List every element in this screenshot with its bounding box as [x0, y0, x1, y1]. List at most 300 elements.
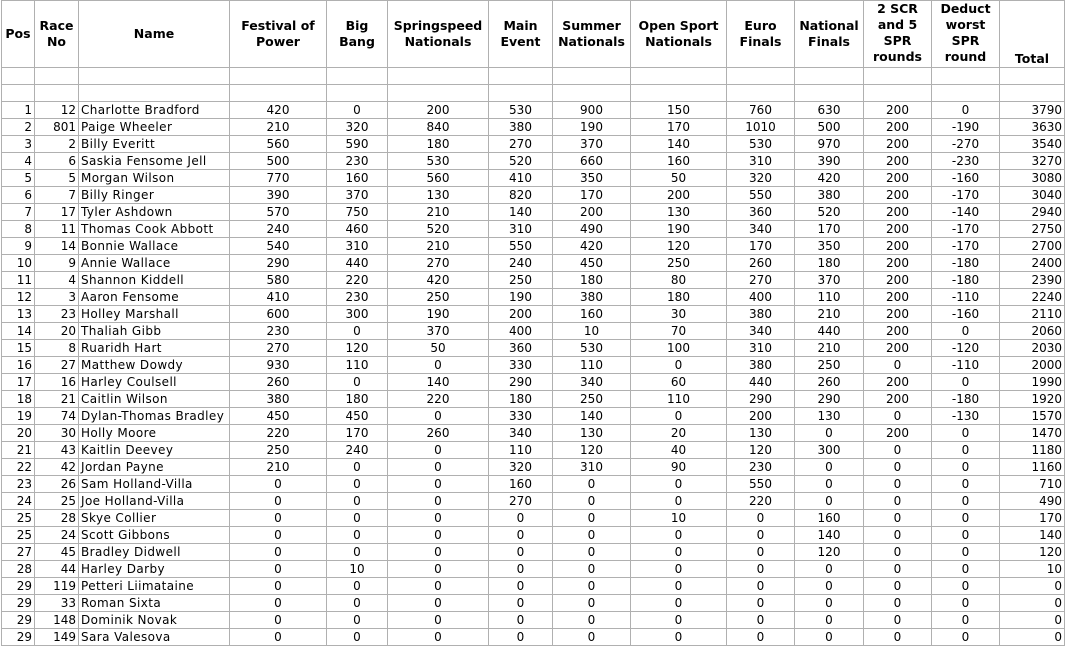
- cell-euro-finals: 120: [727, 442, 795, 459]
- cell-total: 2000: [1000, 357, 1065, 374]
- cell-name: Tyler Ashdown: [79, 204, 230, 221]
- cell-big-bang: 180: [327, 391, 388, 408]
- cell-name: Holley Marshall: [79, 306, 230, 323]
- cell-main-event: 240: [489, 255, 553, 272]
- cell-open-sport-nationals: 100: [631, 340, 727, 357]
- cell-summer-nationals: 250: [553, 391, 631, 408]
- cell-name: Matthew Dowdy: [79, 357, 230, 374]
- cell-scr-spr-rounds: 0: [864, 357, 932, 374]
- cell-total: 140: [1000, 527, 1065, 544]
- cell-main-event: 410: [489, 170, 553, 187]
- cell-national-finals: 180: [795, 255, 864, 272]
- cell-scr-spr-rounds: 0: [864, 561, 932, 578]
- cell-national-finals: 970: [795, 136, 864, 153]
- cell-summer-nationals: 380: [553, 289, 631, 306]
- cell-race-no: 45: [35, 544, 79, 561]
- header-scr-spr-rounds: 2 SCR and 5 SPR rounds: [864, 1, 932, 68]
- cell-euro-finals: 170: [727, 238, 795, 255]
- table-row: [2, 629, 1065, 646]
- cell-race-no: 25: [35, 493, 79, 510]
- cell-pos: 19: [2, 408, 35, 425]
- cell-festival-of-power: 0: [230, 612, 327, 629]
- cell-name: Sam Holland-Villa: [79, 476, 230, 493]
- cell-national-finals: 260: [795, 374, 864, 391]
- cell-national-finals: 130: [795, 408, 864, 425]
- cell-national-finals: 0: [795, 612, 864, 629]
- header-summer-nationals: Summer Nationals: [553, 1, 631, 68]
- cell-scr-spr-rounds: 0: [864, 612, 932, 629]
- table-row: [2, 442, 1065, 459]
- cell-big-bang: 0: [327, 578, 388, 595]
- table-row: [2, 561, 1065, 578]
- cell-pos: 25: [2, 527, 35, 544]
- cell-scr-spr-rounds: 200: [864, 170, 932, 187]
- table-row: [2, 493, 1065, 510]
- cell-springspeed-nationals: 260: [388, 425, 489, 442]
- cell-pos: 15: [2, 340, 35, 357]
- cell-total: 120: [1000, 544, 1065, 561]
- cell-race-no: 21: [35, 391, 79, 408]
- cell-pos: 14: [2, 323, 35, 340]
- cell-deduct-worst: -180: [932, 255, 1000, 272]
- cell-springspeed-nationals: 420: [388, 272, 489, 289]
- cell-deduct-worst: -140: [932, 204, 1000, 221]
- cell-summer-nationals: 0: [553, 561, 631, 578]
- cell-national-finals: 160: [795, 510, 864, 527]
- cell-scr-spr-rounds: 200: [864, 119, 932, 136]
- cell-big-bang: 0: [327, 323, 388, 340]
- cell-deduct-worst: -160: [932, 306, 1000, 323]
- cell-pos: 11: [2, 272, 35, 289]
- cell-springspeed-nationals: 0: [388, 595, 489, 612]
- cell-deduct-worst: 0: [932, 595, 1000, 612]
- cell-summer-nationals: 350: [553, 170, 631, 187]
- cell-race-no: 148: [35, 612, 79, 629]
- cell-pos: 29: [2, 629, 35, 646]
- cell-total: 1920: [1000, 391, 1065, 408]
- cell-big-bang: 0: [327, 527, 388, 544]
- cell-pos: 27: [2, 544, 35, 561]
- cell-main-event: 140: [489, 204, 553, 221]
- cell-name: Harley Coulsell: [79, 374, 230, 391]
- cell-euro-finals: 340: [727, 323, 795, 340]
- cell-euro-finals: 230: [727, 459, 795, 476]
- cell-scr-spr-rounds: 200: [864, 323, 932, 340]
- header-main-event: Main Event: [489, 1, 553, 68]
- cell-scr-spr-rounds: 0: [864, 544, 932, 561]
- cell-euro-finals: 550: [727, 476, 795, 493]
- cell-scr-spr-rounds: 0: [864, 595, 932, 612]
- cell-national-finals: 500: [795, 119, 864, 136]
- cell-name: Roman Sixta: [79, 595, 230, 612]
- cell-open-sport-nationals: 0: [631, 408, 727, 425]
- table-row: [2, 595, 1065, 612]
- cell-euro-finals: 0: [727, 612, 795, 629]
- cell-deduct-worst: 0: [932, 527, 1000, 544]
- cell-race-no: 23: [35, 306, 79, 323]
- cell-springspeed-nationals: 0: [388, 408, 489, 425]
- cell-national-finals: 110: [795, 289, 864, 306]
- cell-deduct-worst: -160: [932, 170, 1000, 187]
- cell-name: Saskia Fensome Jell: [79, 153, 230, 170]
- cell-name: Billy Everitt: [79, 136, 230, 153]
- cell-name: Harley Darby: [79, 561, 230, 578]
- cell-euro-finals: 0: [727, 510, 795, 527]
- cell-euro-finals: 1010: [727, 119, 795, 136]
- cell-scr-spr-rounds: 200: [864, 102, 932, 119]
- cell-name: Aaron Fensome: [79, 289, 230, 306]
- table-row: [2, 527, 1065, 544]
- cell-open-sport-nationals: 0: [631, 629, 727, 646]
- cell-main-event: 250: [489, 272, 553, 289]
- cell-deduct-worst: -180: [932, 272, 1000, 289]
- cell-pos: 18: [2, 391, 35, 408]
- cell-open-sport-nationals: 0: [631, 527, 727, 544]
- cell-summer-nationals: 140: [553, 408, 631, 425]
- table-row: [2, 102, 1065, 119]
- table-row: [2, 306, 1065, 323]
- header-big-bang: Big Bang: [327, 1, 388, 68]
- cell-deduct-worst: -110: [932, 289, 1000, 306]
- cell-scr-spr-rounds: 200: [864, 255, 932, 272]
- cell-euro-finals: 0: [727, 595, 795, 612]
- cell-race-no: 2: [35, 136, 79, 153]
- cell-deduct-worst: 0: [932, 561, 1000, 578]
- cell-name: Caitlin Wilson: [79, 391, 230, 408]
- cell-festival-of-power: 0: [230, 476, 327, 493]
- cell-race-no: 43: [35, 442, 79, 459]
- header-total: Total: [1000, 1, 1065, 68]
- cell-deduct-worst: -170: [932, 187, 1000, 204]
- cell-springspeed-nationals: 0: [388, 629, 489, 646]
- cell-name: Scott Gibbons: [79, 527, 230, 544]
- cell-race-no: 24: [35, 527, 79, 544]
- empty-row: [2, 68, 1065, 85]
- cell-race-no: 9: [35, 255, 79, 272]
- cell-pos: 7: [2, 204, 35, 221]
- cell-scr-spr-rounds: 200: [864, 340, 932, 357]
- cell-big-bang: 110: [327, 357, 388, 374]
- cell-deduct-worst: 0: [932, 459, 1000, 476]
- cell-big-bang: 370: [327, 187, 388, 204]
- cell-open-sport-nationals: 140: [631, 136, 727, 153]
- table-row: [2, 289, 1065, 306]
- cell-national-finals: 120: [795, 544, 864, 561]
- cell-euro-finals: 400: [727, 289, 795, 306]
- cell-open-sport-nationals: 70: [631, 323, 727, 340]
- cell-total: 2700: [1000, 238, 1065, 255]
- cell-deduct-worst: 0: [932, 612, 1000, 629]
- header-row: [2, 1, 1065, 68]
- cell-name: Joe Holland-Villa: [79, 493, 230, 510]
- cell-total: 3630: [1000, 119, 1065, 136]
- cell-big-bang: 230: [327, 153, 388, 170]
- cell-euro-finals: 200: [727, 408, 795, 425]
- cell-pos: 21: [2, 442, 35, 459]
- table-row: [2, 238, 1065, 255]
- cell-race-no: 11: [35, 221, 79, 238]
- cell-festival-of-power: 0: [230, 578, 327, 595]
- cell-total: 0: [1000, 595, 1065, 612]
- cell-festival-of-power: 540: [230, 238, 327, 255]
- cell-big-bang: 0: [327, 493, 388, 510]
- cell-springspeed-nationals: 210: [388, 204, 489, 221]
- cell-national-finals: 0: [795, 629, 864, 646]
- cell-big-bang: 0: [327, 629, 388, 646]
- cell-pos: 10: [2, 255, 35, 272]
- table-body: [2, 68, 1065, 646]
- cell-euro-finals: 440: [727, 374, 795, 391]
- cell-main-event: 550: [489, 238, 553, 255]
- cell-summer-nationals: 900: [553, 102, 631, 119]
- table-row: [2, 408, 1065, 425]
- table-row: [2, 221, 1065, 238]
- cell-open-sport-nationals: 0: [631, 595, 727, 612]
- cell-main-event: 360: [489, 340, 553, 357]
- cell-summer-nationals: 660: [553, 153, 631, 170]
- cell-pos: 24: [2, 493, 35, 510]
- cell-national-finals: 390: [795, 153, 864, 170]
- cell-festival-of-power: 500: [230, 153, 327, 170]
- cell-scr-spr-rounds: 200: [864, 391, 932, 408]
- cell-open-sport-nationals: 10: [631, 510, 727, 527]
- cell-springspeed-nationals: 270: [388, 255, 489, 272]
- cell-total: 0: [1000, 629, 1065, 646]
- cell-pos: 9: [2, 238, 35, 255]
- cell-springspeed-nationals: 0: [388, 527, 489, 544]
- cell-summer-nationals: 310: [553, 459, 631, 476]
- cell-festival-of-power: 270: [230, 340, 327, 357]
- cell-deduct-worst: 0: [932, 544, 1000, 561]
- cell-national-finals: 0: [795, 493, 864, 510]
- header-euro-finals: Euro Finals: [727, 1, 795, 68]
- cell-festival-of-power: 0: [230, 493, 327, 510]
- cell-euro-finals: 130: [727, 425, 795, 442]
- cell-summer-nationals: 0: [553, 595, 631, 612]
- table-row: [2, 391, 1065, 408]
- cell-big-bang: 590: [327, 136, 388, 153]
- cell-pos: 17: [2, 374, 35, 391]
- cell-pos: 2: [2, 119, 35, 136]
- cell-open-sport-nationals: 200: [631, 187, 727, 204]
- cell-summer-nationals: 110: [553, 357, 631, 374]
- cell-race-no: 17: [35, 204, 79, 221]
- cell-summer-nationals: 120: [553, 442, 631, 459]
- cell-festival-of-power: 770: [230, 170, 327, 187]
- cell-festival-of-power: 390: [230, 187, 327, 204]
- cell-race-no: 44: [35, 561, 79, 578]
- cell-total: 2750: [1000, 221, 1065, 238]
- table-row: [2, 187, 1065, 204]
- cell-festival-of-power: 560: [230, 136, 327, 153]
- cell-open-sport-nationals: 130: [631, 204, 727, 221]
- cell-name: Petteri Liimataine: [79, 578, 230, 595]
- cell-deduct-worst: 0: [932, 374, 1000, 391]
- cell-springspeed-nationals: 50: [388, 340, 489, 357]
- cell-summer-nationals: 190: [553, 119, 631, 136]
- cell-scr-spr-rounds: 200: [864, 374, 932, 391]
- cell-total: 1160: [1000, 459, 1065, 476]
- cell-race-no: 42: [35, 459, 79, 476]
- cell-total: 2030: [1000, 340, 1065, 357]
- cell-euro-finals: 320: [727, 170, 795, 187]
- cell-national-finals: 0: [795, 561, 864, 578]
- cell-summer-nationals: 0: [553, 476, 631, 493]
- table-row: [2, 204, 1065, 221]
- cell-total: 1470: [1000, 425, 1065, 442]
- table-row: [2, 510, 1065, 527]
- cell-springspeed-nationals: 130: [388, 187, 489, 204]
- cell-springspeed-nationals: 0: [388, 612, 489, 629]
- cell-big-bang: 0: [327, 510, 388, 527]
- cell-national-finals: 0: [795, 425, 864, 442]
- cell-scr-spr-rounds: 0: [864, 629, 932, 646]
- cell-open-sport-nationals: 120: [631, 238, 727, 255]
- cell-festival-of-power: 250: [230, 442, 327, 459]
- cell-total: 490: [1000, 493, 1065, 510]
- cell-big-bang: 240: [327, 442, 388, 459]
- cell-race-no: 8: [35, 340, 79, 357]
- cell-race-no: 16: [35, 374, 79, 391]
- cell-deduct-worst: 0: [932, 102, 1000, 119]
- cell-main-event: 0: [489, 561, 553, 578]
- cell-national-finals: 140: [795, 527, 864, 544]
- cell-deduct-worst: -180: [932, 391, 1000, 408]
- cell-national-finals: 0: [795, 476, 864, 493]
- cell-race-no: 74: [35, 408, 79, 425]
- cell-euro-finals: 550: [727, 187, 795, 204]
- cell-big-bang: 0: [327, 612, 388, 629]
- cell-springspeed-nationals: 140: [388, 374, 489, 391]
- cell-open-sport-nationals: 150: [631, 102, 727, 119]
- cell-open-sport-nationals: 180: [631, 289, 727, 306]
- cell-festival-of-power: 210: [230, 459, 327, 476]
- header-springspeed-nationals: Springspeed Nationals: [388, 1, 489, 68]
- cell-national-finals: 420: [795, 170, 864, 187]
- cell-national-finals: 380: [795, 187, 864, 204]
- cell-pos: 22: [2, 459, 35, 476]
- cell-euro-finals: 0: [727, 578, 795, 595]
- cell-big-bang: 0: [327, 544, 388, 561]
- cell-pos: 4: [2, 153, 35, 170]
- cell-deduct-worst: 0: [932, 493, 1000, 510]
- cell-euro-finals: 0: [727, 629, 795, 646]
- cell-name: Jordan Payne: [79, 459, 230, 476]
- cell-springspeed-nationals: 200: [388, 102, 489, 119]
- cell-deduct-worst: -230: [932, 153, 1000, 170]
- cell-name: Sara Valesova: [79, 629, 230, 646]
- cell-name: Shannon Kiddell: [79, 272, 230, 289]
- cell-race-no: 33: [35, 595, 79, 612]
- table-row: [2, 357, 1065, 374]
- cell-euro-finals: 380: [727, 357, 795, 374]
- cell-summer-nationals: 0: [553, 510, 631, 527]
- cell-total: 1990: [1000, 374, 1065, 391]
- cell-big-bang: 0: [327, 374, 388, 391]
- table-row: [2, 323, 1065, 340]
- cell-main-event: 180: [489, 391, 553, 408]
- cell-big-bang: 170: [327, 425, 388, 442]
- cell-main-event: 270: [489, 136, 553, 153]
- cell-scr-spr-rounds: 0: [864, 476, 932, 493]
- cell-race-no: 5: [35, 170, 79, 187]
- cell-deduct-worst: 0: [932, 629, 1000, 646]
- cell-deduct-worst: 0: [932, 476, 1000, 493]
- cell-race-no: 801: [35, 119, 79, 136]
- cell-scr-spr-rounds: 0: [864, 527, 932, 544]
- cell-summer-nationals: 420: [553, 238, 631, 255]
- cell-main-event: 340: [489, 425, 553, 442]
- cell-euro-finals: 360: [727, 204, 795, 221]
- cell-main-event: 0: [489, 510, 553, 527]
- cell-national-finals: 370: [795, 272, 864, 289]
- cell-national-finals: 170: [795, 221, 864, 238]
- cell-springspeed-nationals: 0: [388, 561, 489, 578]
- cell-scr-spr-rounds: 200: [864, 289, 932, 306]
- cell-national-finals: 440: [795, 323, 864, 340]
- standings-table: [1, 0, 1065, 646]
- cell-open-sport-nationals: 80: [631, 272, 727, 289]
- table-row: [2, 119, 1065, 136]
- cell-euro-finals: 530: [727, 136, 795, 153]
- cell-national-finals: 0: [795, 578, 864, 595]
- cell-open-sport-nationals: 0: [631, 544, 727, 561]
- cell-springspeed-nationals: 220: [388, 391, 489, 408]
- table-row: [2, 374, 1065, 391]
- cell-festival-of-power: 210: [230, 119, 327, 136]
- cell-summer-nationals: 0: [553, 612, 631, 629]
- cell-scr-spr-rounds: 200: [864, 187, 932, 204]
- header-name: Name: [79, 1, 230, 68]
- cell-big-bang: 0: [327, 459, 388, 476]
- cell-scr-spr-rounds: 0: [864, 578, 932, 595]
- header-open-sport-nationals: Open Sport Nationals: [631, 1, 727, 68]
- cell-big-bang: 230: [327, 289, 388, 306]
- cell-deduct-worst: -110: [932, 357, 1000, 374]
- cell-euro-finals: 310: [727, 153, 795, 170]
- cell-name: Charlotte Bradford: [79, 102, 230, 119]
- cell-euro-finals: 0: [727, 527, 795, 544]
- cell-festival-of-power: 410: [230, 289, 327, 306]
- cell-springspeed-nationals: 0: [388, 493, 489, 510]
- cell-total: 3540: [1000, 136, 1065, 153]
- cell-name: Billy Ringer: [79, 187, 230, 204]
- cell-springspeed-nationals: 840: [388, 119, 489, 136]
- cell-race-no: 12: [35, 102, 79, 119]
- cell-pos: 5: [2, 170, 35, 187]
- cell-springspeed-nationals: 0: [388, 476, 489, 493]
- table-row: [2, 612, 1065, 629]
- cell-open-sport-nationals: 160: [631, 153, 727, 170]
- cell-open-sport-nationals: 110: [631, 391, 727, 408]
- table-row: [2, 476, 1065, 493]
- cell-deduct-worst: 0: [932, 442, 1000, 459]
- empty-row: [2, 85, 1065, 102]
- cell-total: 710: [1000, 476, 1065, 493]
- table-row: [2, 255, 1065, 272]
- cell-pos: 6: [2, 187, 35, 204]
- cell-national-finals: 250: [795, 357, 864, 374]
- cell-festival-of-power: 0: [230, 629, 327, 646]
- cell-festival-of-power: 290: [230, 255, 327, 272]
- cell-scr-spr-rounds: 200: [864, 272, 932, 289]
- cell-national-finals: 210: [795, 340, 864, 357]
- cell-festival-of-power: 420: [230, 102, 327, 119]
- cell-open-sport-nationals: 0: [631, 493, 727, 510]
- cell-summer-nationals: 340: [553, 374, 631, 391]
- header-pos: Pos: [2, 1, 35, 68]
- cell-main-event: 290: [489, 374, 553, 391]
